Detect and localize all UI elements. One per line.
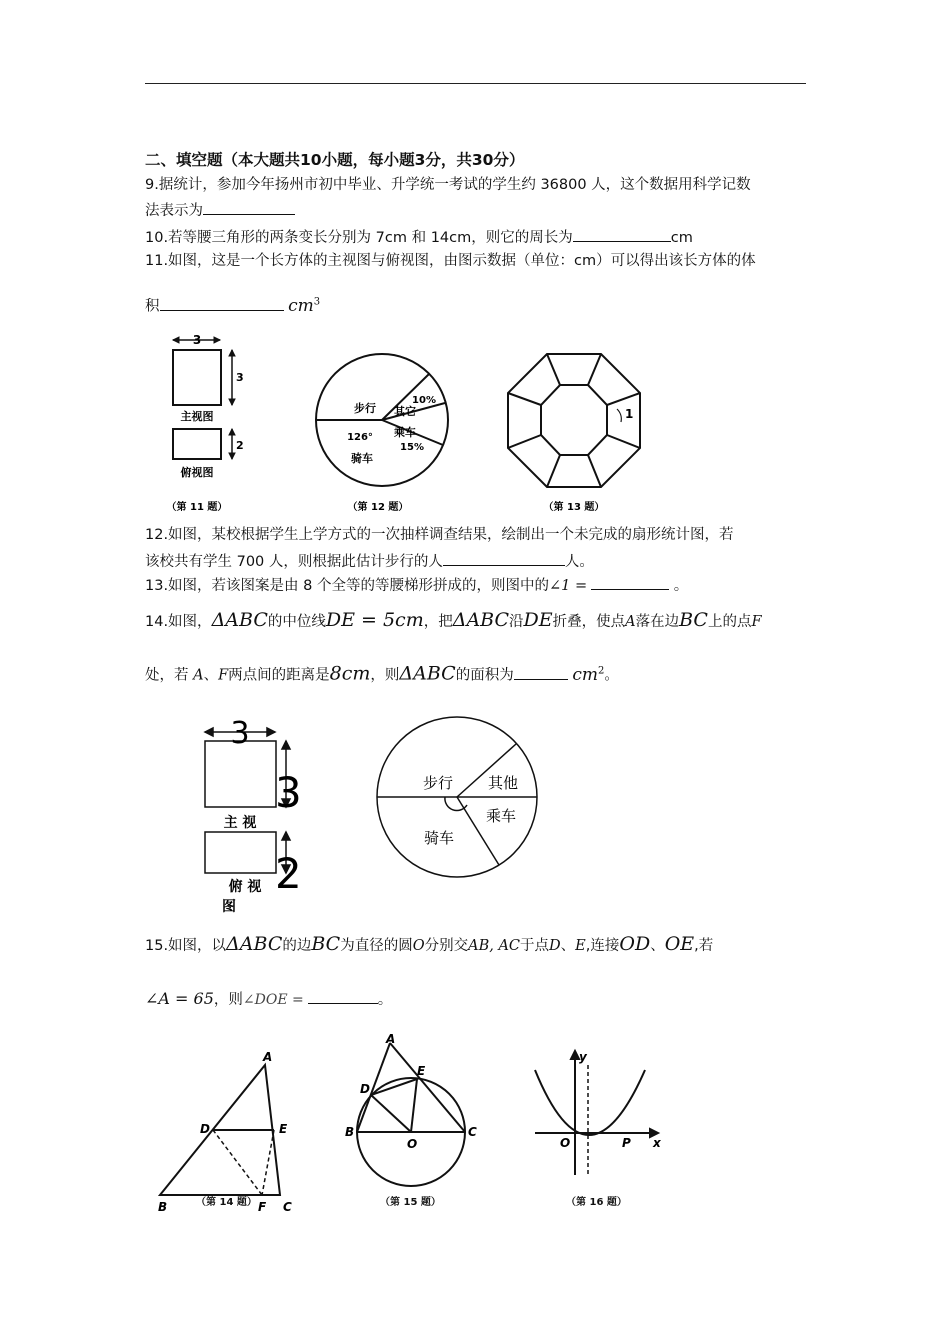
fig15-label-a: A — [386, 1032, 396, 1046]
q14-text-10: 两点间的距离是 — [228, 667, 330, 684]
fig14-label-e: E — [279, 1122, 288, 1136]
fig16-label-p: P — [622, 1136, 631, 1150]
q15-o: O — [412, 938, 425, 954]
q15-text-2: 的边 — [282, 938, 312, 954]
q15-text-5: 于点 — [520, 938, 550, 954]
q10-answer-blank[interactable] — [573, 226, 671, 242]
q14-text-6: 落在边 — [635, 614, 680, 630]
mid-bike-label: 骑车 — [423, 829, 455, 847]
q15-text-3: 为直径的圆 — [340, 938, 413, 954]
q14-point-f: F — [751, 614, 762, 630]
fig15-label-b: B — [345, 1125, 355, 1139]
fig15-caption-text: （第 15 题） — [380, 1197, 441, 1208]
q14-text-5: 折叠，使点 — [552, 614, 626, 630]
q14-text-7: 上的点 — [707, 614, 752, 630]
q14-distance: 8cm — [329, 662, 371, 685]
fig16-label-y: y — [579, 1050, 587, 1064]
q12-line1: 12.如图，某校根据学生上学方式的一次抽样调查结果，绘制出一个未完成的扇形统计图，若 — [145, 527, 734, 543]
fig14-caption-text: （第 14 题） — [196, 1197, 257, 1208]
fig11-caption: （第 11 题） — [166, 502, 228, 513]
q15-line1 — [145, 934, 713, 956]
fig14-label-d: D — [200, 1122, 210, 1136]
q13-answer-blank[interactable] — [591, 574, 669, 590]
q14-line1 — [145, 610, 762, 632]
q14-de: DE — [523, 609, 553, 631]
q13-end: 。 — [673, 578, 689, 594]
q14-point-a: A — [625, 614, 636, 630]
q15-text-10: ，则 — [213, 992, 243, 1008]
fig11-side-dim: 3 — [236, 371, 244, 384]
q13-angle: ∠1 = — [549, 578, 588, 594]
q15-ask: ∠DOE = — [242, 992, 304, 1008]
fig13-caption: （第 13 题） — [543, 502, 605, 513]
fig14-label-f: F — [258, 1200, 267, 1214]
q14-end: 。 — [604, 667, 619, 684]
q14-triangle-3: ΔABC — [399, 662, 456, 685]
q14-bc: BC — [679, 609, 708, 631]
fig14-label-a: A — [263, 1050, 273, 1064]
fig12-caption: （第 12 题） — [347, 502, 409, 513]
q12-line2 — [145, 550, 594, 572]
mid-top-label-2: 图 — [222, 899, 236, 915]
mid-bus-label: 乘车 — [485, 807, 517, 825]
fig11-top-dim: 3 — [192, 333, 202, 347]
fig16-graph — [535, 1051, 658, 1175]
q11-prefix: 积 — [145, 298, 160, 315]
fig11-top-label: 俯视图 — [180, 466, 214, 479]
q11-line2 — [145, 292, 320, 317]
q15-od: OD — [619, 933, 651, 955]
q9-answer-blank[interactable] — [203, 199, 295, 215]
fig16-label-x: x — [653, 1136, 661, 1150]
fig11-front-label: 主视图 — [180, 410, 214, 423]
q14-triangle-2: ΔABC — [452, 609, 510, 631]
mid-pie — [377, 717, 537, 877]
mid-walk-label: 步行 — [422, 774, 454, 792]
q14-text-2: 的中位线 — [267, 614, 326, 630]
q14-text-4: 沿 — [509, 614, 524, 630]
q14-point-a-2: A — [193, 667, 204, 684]
q14-line2 — [145, 661, 619, 686]
q15-e: E — [575, 938, 586, 954]
q14-text-9: 、 — [203, 667, 219, 684]
q13-text: 13.如图，若该图案是由 8 个全等的等腰梯形拼成的，则图中的 — [145, 578, 550, 594]
q15-line2 — [145, 988, 392, 1010]
q14-text-3: ，把 — [423, 614, 453, 630]
figure-row-middle — [195, 715, 545, 920]
fig12-walk-label: 步行 — [354, 402, 376, 415]
fig12-bus-label: 乘车 — [394, 426, 416, 439]
q14-text-1: 14.如图， — [145, 614, 212, 630]
q15-text-1: 15.如图，以 — [145, 938, 227, 954]
mid-front-label: 主 视 — [223, 815, 257, 831]
q15-text-4: 分别交 — [424, 938, 469, 954]
fig14-label-b: B — [158, 1200, 168, 1214]
fig14-label-c: C — [283, 1200, 292, 1214]
section-heading: 二、填空题（本大题共10小题，每小题3分，共30分） — [145, 151, 525, 169]
q15-ab-ac: AB, AC — [468, 938, 521, 954]
fig12-bike-label: 骑车 — [351, 452, 373, 465]
q15-oe: OE — [664, 933, 695, 955]
fig12-other-pct: 10% — [412, 395, 436, 406]
mid-top-label-1: 俯 视 — [228, 879, 262, 895]
fig13-octagon — [508, 354, 640, 487]
figure-row-11-13 — [160, 325, 650, 520]
fig15-label-c: C — [468, 1125, 477, 1139]
header-rule — [145, 83, 806, 84]
q14-point-f-2: F — [218, 667, 229, 684]
q15-triangle: ΔABC — [226, 933, 283, 955]
fig12-bus-pct: 15% — [400, 442, 424, 453]
q10-line — [145, 226, 693, 248]
q9-line1: 9.据统计，参加今年扬州市初中毕业、升学统一考试的学生约 36800 人，这个数据用科学记数 — [145, 177, 751, 193]
fig15-label-o: O — [407, 1137, 418, 1151]
fig12-other-label: 其它 — [394, 405, 416, 418]
q15-text-8: 、 — [650, 938, 665, 954]
fig15-label-d: D — [360, 1082, 370, 1096]
q14-text-12: 的面积为 — [455, 667, 514, 684]
fig15-label-e: E — [417, 1064, 426, 1078]
fig11-diagram — [173, 337, 235, 459]
q12-prefix: 该校共有学生 700 人，则根据此估计步行的人 — [145, 554, 443, 570]
q15-text-7: ,连接 — [585, 938, 620, 954]
q15-bc: BC — [311, 933, 341, 955]
fig13-angle-arc — [617, 409, 621, 422]
q14-midline: DE = 5cm — [325, 609, 424, 631]
q9-line2 — [145, 199, 295, 221]
q15-text-6: 、 — [560, 938, 576, 954]
figure-row-14-16 — [150, 1032, 710, 1215]
q14-text-11: ，则 — [370, 667, 400, 684]
q10-unit: cm — [670, 230, 693, 246]
mid-top-dim: 3 — [230, 716, 250, 751]
fig13-angle-label: 1 — [625, 407, 634, 421]
q15-end: 。 — [377, 992, 393, 1008]
q11-unit: $cm^3$ — [288, 295, 321, 316]
q14-text-8: 处，若 — [145, 667, 189, 684]
q15-d: D — [549, 938, 561, 954]
q14-triangle: ΔABC — [211, 609, 268, 631]
q10-text: 10.若等腰三角形的两条变长分别为 7cm 和 14cm，则它的周长为 — [145, 230, 573, 246]
mid-side-dim: 3 — [275, 768, 302, 817]
fig15-circle — [357, 1043, 465, 1186]
fig12-angle-label: 126° — [347, 432, 373, 443]
fig16-label-o: O — [560, 1136, 571, 1150]
q12-suffix: 人。 — [564, 554, 594, 570]
q12-answer-blank[interactable] — [443, 550, 565, 566]
q11-answer-blank[interactable] — [160, 295, 284, 311]
fig12-pie — [316, 354, 448, 486]
fig16-caption-text: （第 16 题） — [566, 1197, 627, 1208]
q13-line — [145, 574, 688, 596]
mid-bottom-dim: 2 — [275, 849, 302, 898]
q15-answer-blank[interactable] — [308, 988, 378, 1004]
fig14-triangle — [160, 1065, 280, 1195]
q14-unit: $cm^2$ — [572, 664, 605, 685]
q9-prefix: 法表示为 — [145, 203, 203, 219]
q14-answer-blank[interactable] — [514, 664, 568, 680]
q15-condition: ∠A = 65 — [145, 989, 214, 1008]
mid-other-label: 其他 — [487, 774, 519, 792]
q11-line1: 11.如图，这是一个长方体的主视图与俯视图，由图示数据（单位：cm）可以得出该长方体的体 — [145, 253, 756, 269]
q15-text-9: ,若 — [694, 938, 714, 954]
fig11-bottom-dim: 2 — [236, 439, 244, 452]
